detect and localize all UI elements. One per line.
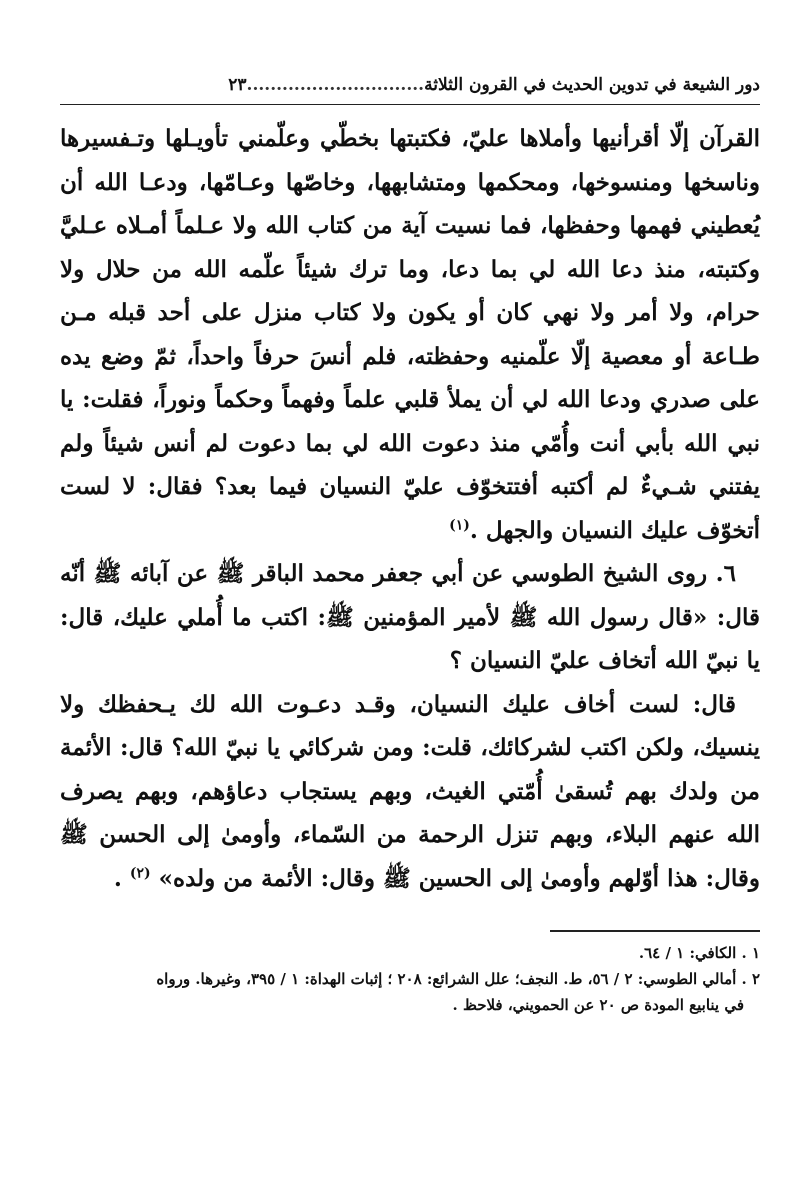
- page-number: ٢٣: [228, 75, 247, 95]
- paragraph-text: القرآن إلّا أقرأنيها وأملاها عليّ، فكتبتها بخطّي وعلّمني تأويـلها وتـفسيرها وناسخها ومنسوخها، ومحكمها ومتشابهها، وخاصّها وعـامّها، ودعـا الله أن يُعطيني فهمها وحفظها، فما نسيت آية من كتاب الله ولا عـلماً أمـلاه عـليَّ وكتبته، منذ دعا الله لي بما دعا، وما ترك شيئاً علّمه الله من حلال ولا حرام، ولا أمر ولا نهي كان أو يكون ولا كتاب منزل على أحد قبله مـن طـاعة أو معصية إلّا علّمنيه وحفظته، فلم أنسَ حرفاً واحداً، ثمّ وضع يده على صدري ودعا الله لي أن يملأ قلبي علماً وفهماً وحكماً ونوراً، فقلت: يا نبي الله بأبي أنت وأُمّي منذ دعوت الله لي بما دعوت لم أنس شيئاً ولم يفتني شـيءٌ لم أكتبه أفتتخوّف عليّ النسيان فيما بعد؟ فقال: لا لست أتخوّف عليك النسيان والجهل .: [60, 125, 760, 544]
- header-title: دور الشيعة في تدوين الحديث في القرون الثلاثة: [424, 75, 760, 95]
- header-dot-leader: ..............................: [246, 75, 425, 95]
- book-page: [60, 68, 760, 1148]
- footnote-rule: [550, 930, 760, 932]
- main-text: [60, 117, 760, 900]
- paragraph-end: .: [113, 864, 130, 892]
- header-rule: [60, 104, 760, 105]
- paragraph-text: قال: لست أخاف عليك النسيان، وقـد دعـوت الله لك يـحفظك ولا ينسيك، ولكن اكتب لشركائك، قلت: ومن شركائي يا نبيّ الله؟ قال: الأئمة من ولدك بهم تُسقىٰ أُمّتي الغيث، وبهم يستجاب دعاؤهم، وبهم يصرف الله عنهم البلاء، وبهم تنزل الرحمة من السّماء، وأومىٰ إلى الحسن ﷺ وقال: هذا أوّلهم وأومىٰ إلى الحسين ﷺ وقال: الأئمة من ولده»: [60, 690, 760, 892]
- footnote-2-continuation: في ينابيع المودة ص ٢٠ عن الحمويني، فلاحظ .: [452, 996, 744, 1014]
- paragraph-hadith-continuation: [60, 117, 760, 552]
- footnote-ref-1: (١): [449, 516, 470, 533]
- paragraph-hadith-6: [60, 552, 760, 683]
- footnote-1: ١ . الكافي: ١ / ٦٤.: [638, 944, 760, 962]
- paragraph-text: ٦. روى الشيخ الطوسي عن أبي جعفر محمد الباقر ﷺ عن آبائه ﷺ أنّه قال: «قال رسول الله ﷺ لأمير المؤمنين ﷺ: اكتب ما أُملي عليك، قال: يا نبيّ الله أتخاف عليّ النسيان ؟: [60, 560, 760, 674]
- footnote-2: ٢ . أمالي الطوسي: ٢ / ٥٦، ط. النجف؛ علل الشرائع: ٢٠٨ ؛ إثبات الهداة: ١ / ٣٩٥، وغيرها. ورواه: [156, 970, 760, 988]
- footnotes: [60, 940, 760, 1018]
- paragraph-hadith-6-answer: [60, 683, 760, 901]
- running-header: [60, 68, 760, 102]
- footnote-ref-2: (٢): [129, 864, 151, 881]
